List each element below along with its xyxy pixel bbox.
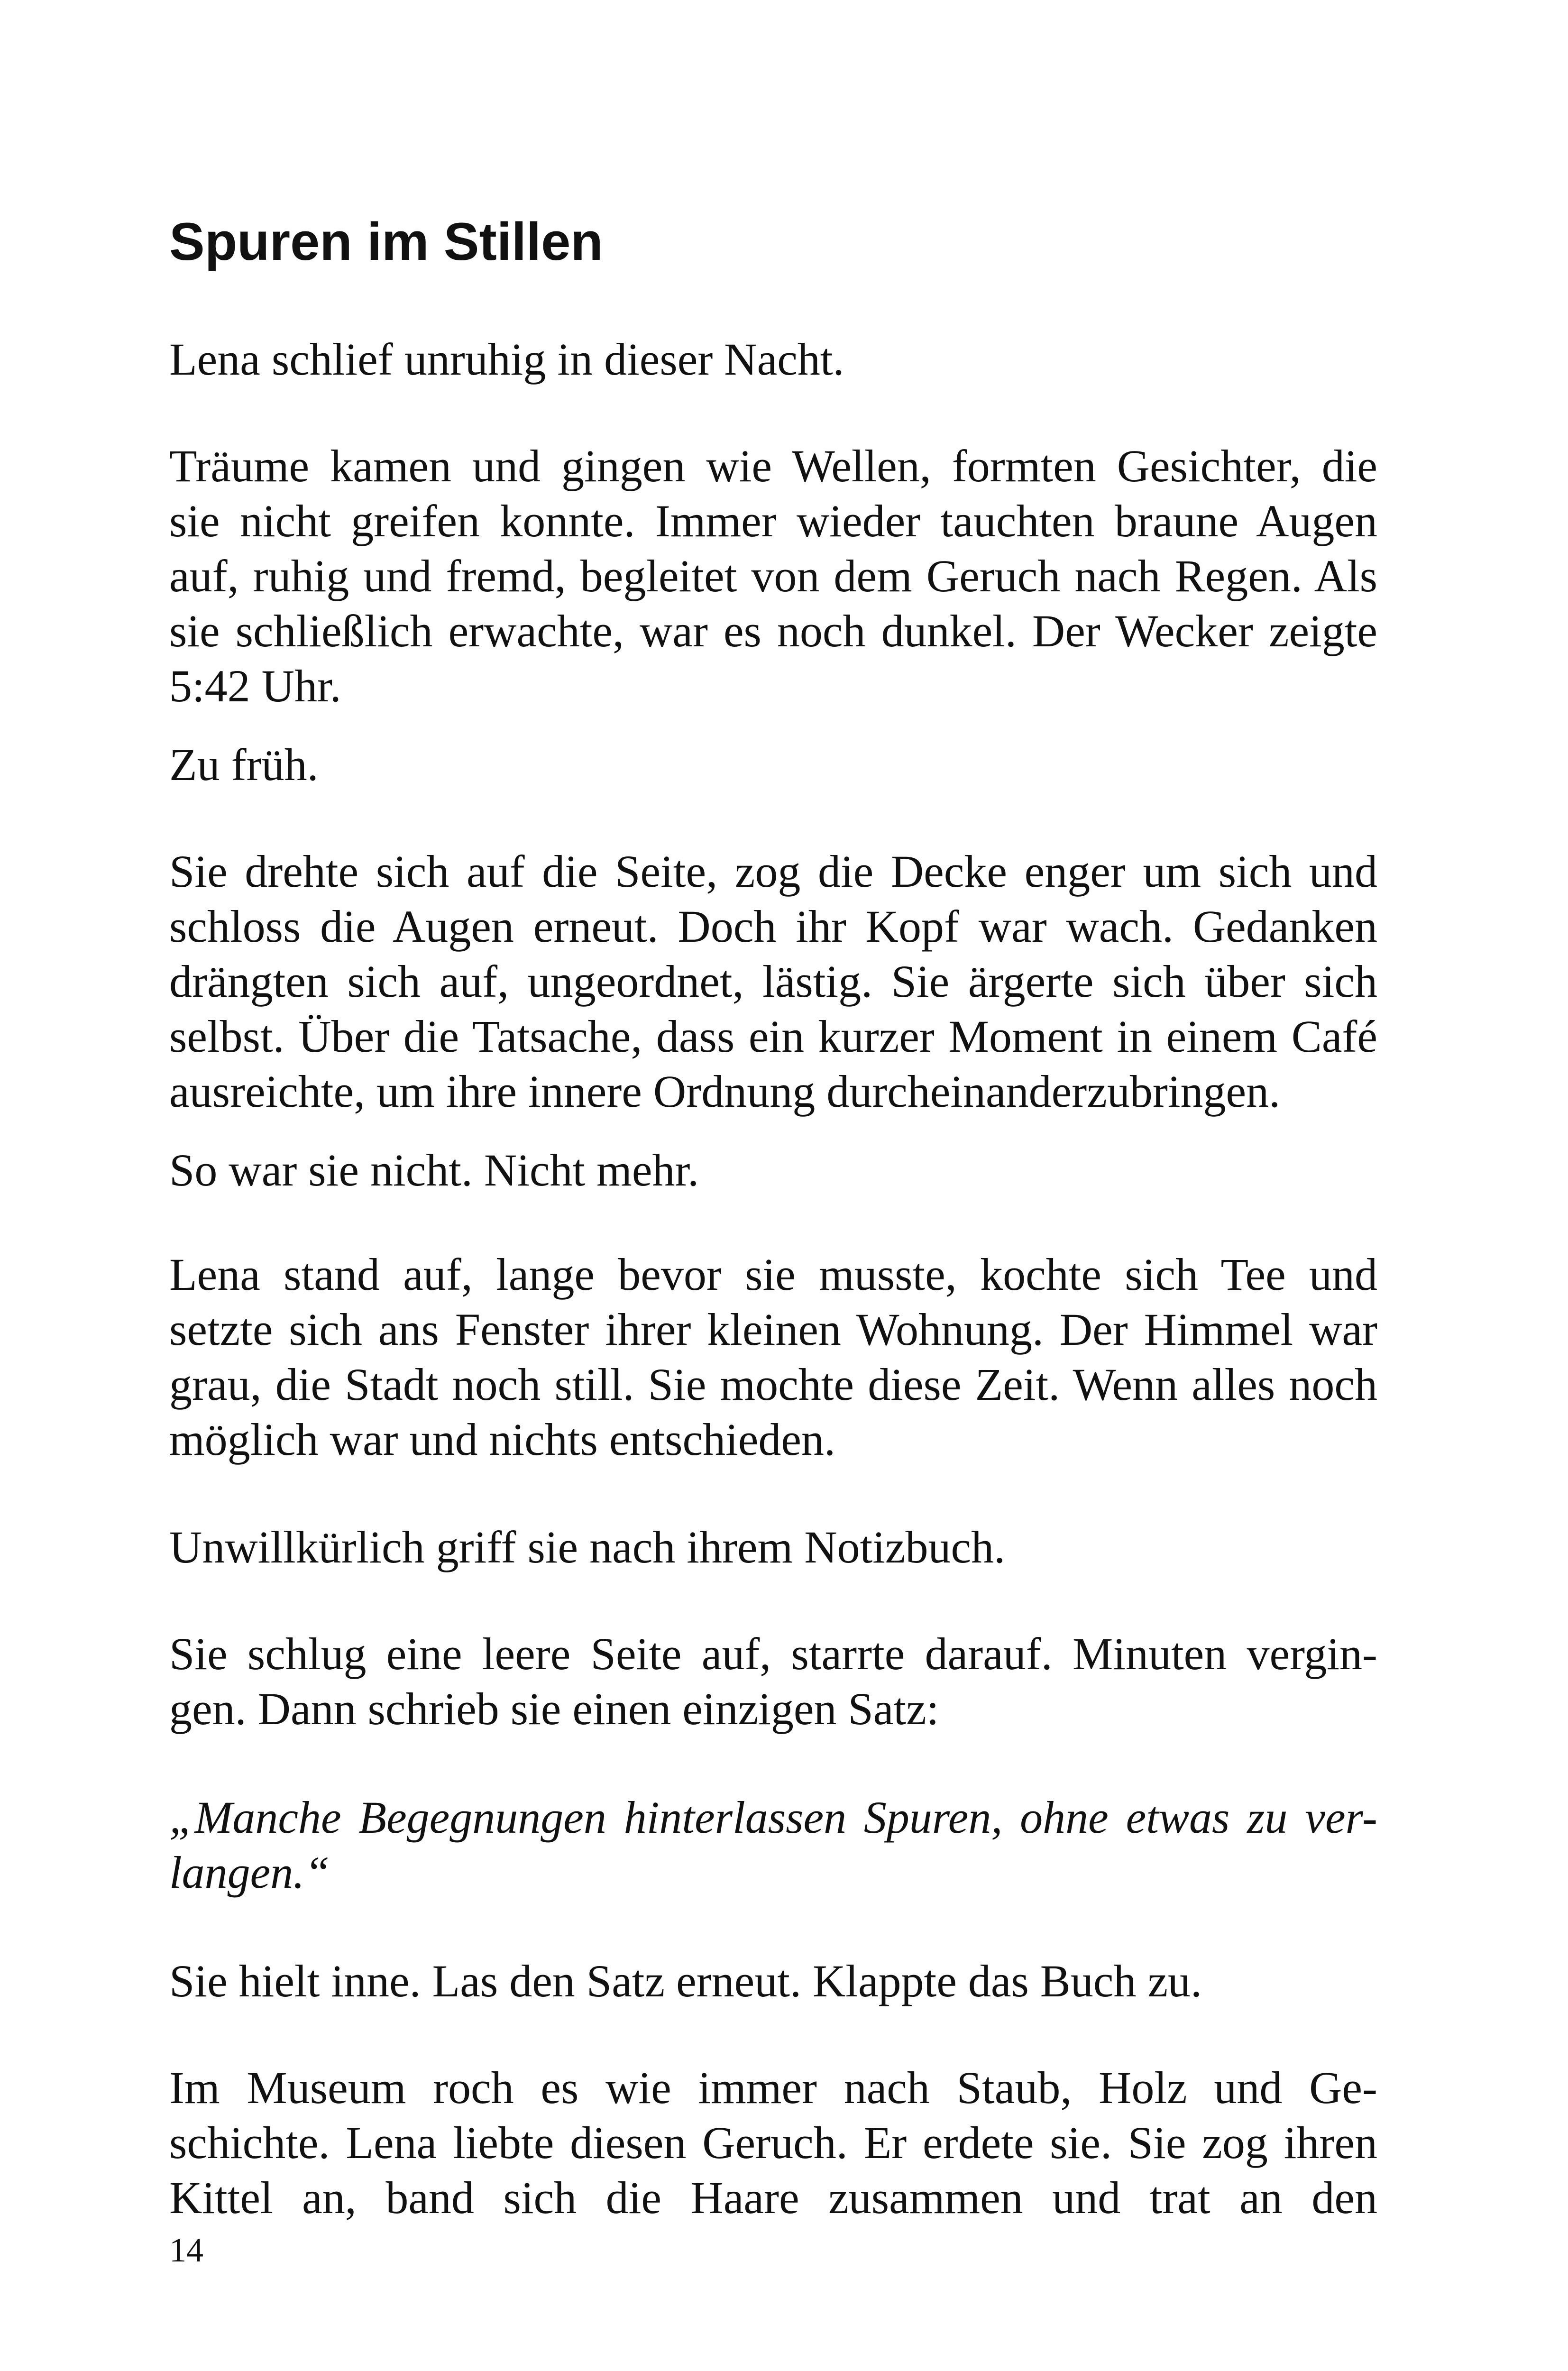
text-line: Unwillkürlich griff sie nach ihrem Notizbuch.	[169, 1522, 1006, 1572]
text-line: „Manche Begegnungen hinterlassen Spuren, ohne etwas zu ver-	[169, 1792, 1377, 1843]
paragraph	[169, 1520, 1377, 1575]
text-line: schloss die Augen erneut. Doch ihr Kopf war wach. Gedanken	[169, 901, 1377, 952]
text-line: Sie schlug eine leere Seite auf, starrte darauf. Minuten vergin-	[169, 1628, 1377, 1679]
chapter-title: Spuren im Stillen	[169, 212, 603, 271]
quote-paragraph	[169, 1790, 1377, 1900]
paragraph	[169, 439, 1377, 714]
text-line: auf, ruhig und fremd, begleitet von dem Geruch nach Regen. Als	[169, 551, 1377, 601]
text-line: selbst. Über die Tatsache, dass ein kurzer Moment in einem Café	[169, 1011, 1377, 1062]
text-line: setzte sich ans Fenster ihrer kleinen Wohnung. Der Himmel war	[169, 1304, 1377, 1355]
page-number: 14	[169, 2231, 203, 2269]
paragraph	[169, 844, 1377, 1119]
paragraph	[169, 1247, 1377, 1467]
text-line: Sie hielt inne. Las den Satz erneut. Klappte das Buch zu.	[169, 1956, 1202, 2006]
text-line: langen.“	[169, 1847, 330, 1898]
text-line: Sie drehte sich auf die Seite, zog die Decke enger um sich und	[169, 846, 1377, 897]
text-line: So war sie nicht. Nicht mehr.	[169, 1145, 699, 1195]
paragraph	[169, 2060, 1377, 2225]
paragraph	[169, 737, 1377, 792]
text-line: Kittel an, band sich die Haare zusammen und trat an den	[169, 2172, 1377, 2223]
text-line: 5:42 Uhr.	[169, 661, 341, 711]
text-line: möglich war und nichts entschieden.	[169, 1414, 835, 1465]
text-line: grau, die Stadt noch still. Sie mochte diese Zeit. Wenn alles noch	[169, 1359, 1377, 1410]
text-line: Lena schlief unruhig in dieser Nacht.	[169, 334, 844, 385]
text-line: sie schließlich erwachte, war es noch dunkel. Der Wecker zeigte	[169, 606, 1377, 656]
paragraph	[169, 1954, 1377, 2009]
text-line: Lena stand auf, lange bevor sie musste, kochte sich Tee und	[169, 1249, 1377, 1300]
text-line: Im Museum roch es wie immer nach Staub, Holz und Ge-	[169, 2062, 1377, 2113]
text-line: Träume kamen und gingen wie Wellen, formten Gesichter, die	[169, 441, 1377, 491]
text-line: ausreichte, um ihre innere Ordnung durcheinanderzubringen.	[169, 1066, 1281, 1117]
text-line: gen. Dann schrieb sie einen einzigen Satz:	[169, 1683, 939, 1734]
paragraph	[169, 332, 1377, 387]
text-line: drängten sich auf, ungeordnet, lästig. Sie ärgerte sich über sich	[169, 956, 1377, 1007]
text-line: Zu früh.	[169, 739, 319, 790]
text-line: sie nicht greifen konnte. Immer wieder tauchten braune Augen	[169, 496, 1377, 546]
text-line: schichte. Lena liebte diesen Geruch. Er erdete sie. Sie zog ihren	[169, 2117, 1377, 2168]
paragraph	[169, 1143, 1377, 1198]
paragraph	[169, 1627, 1377, 1737]
